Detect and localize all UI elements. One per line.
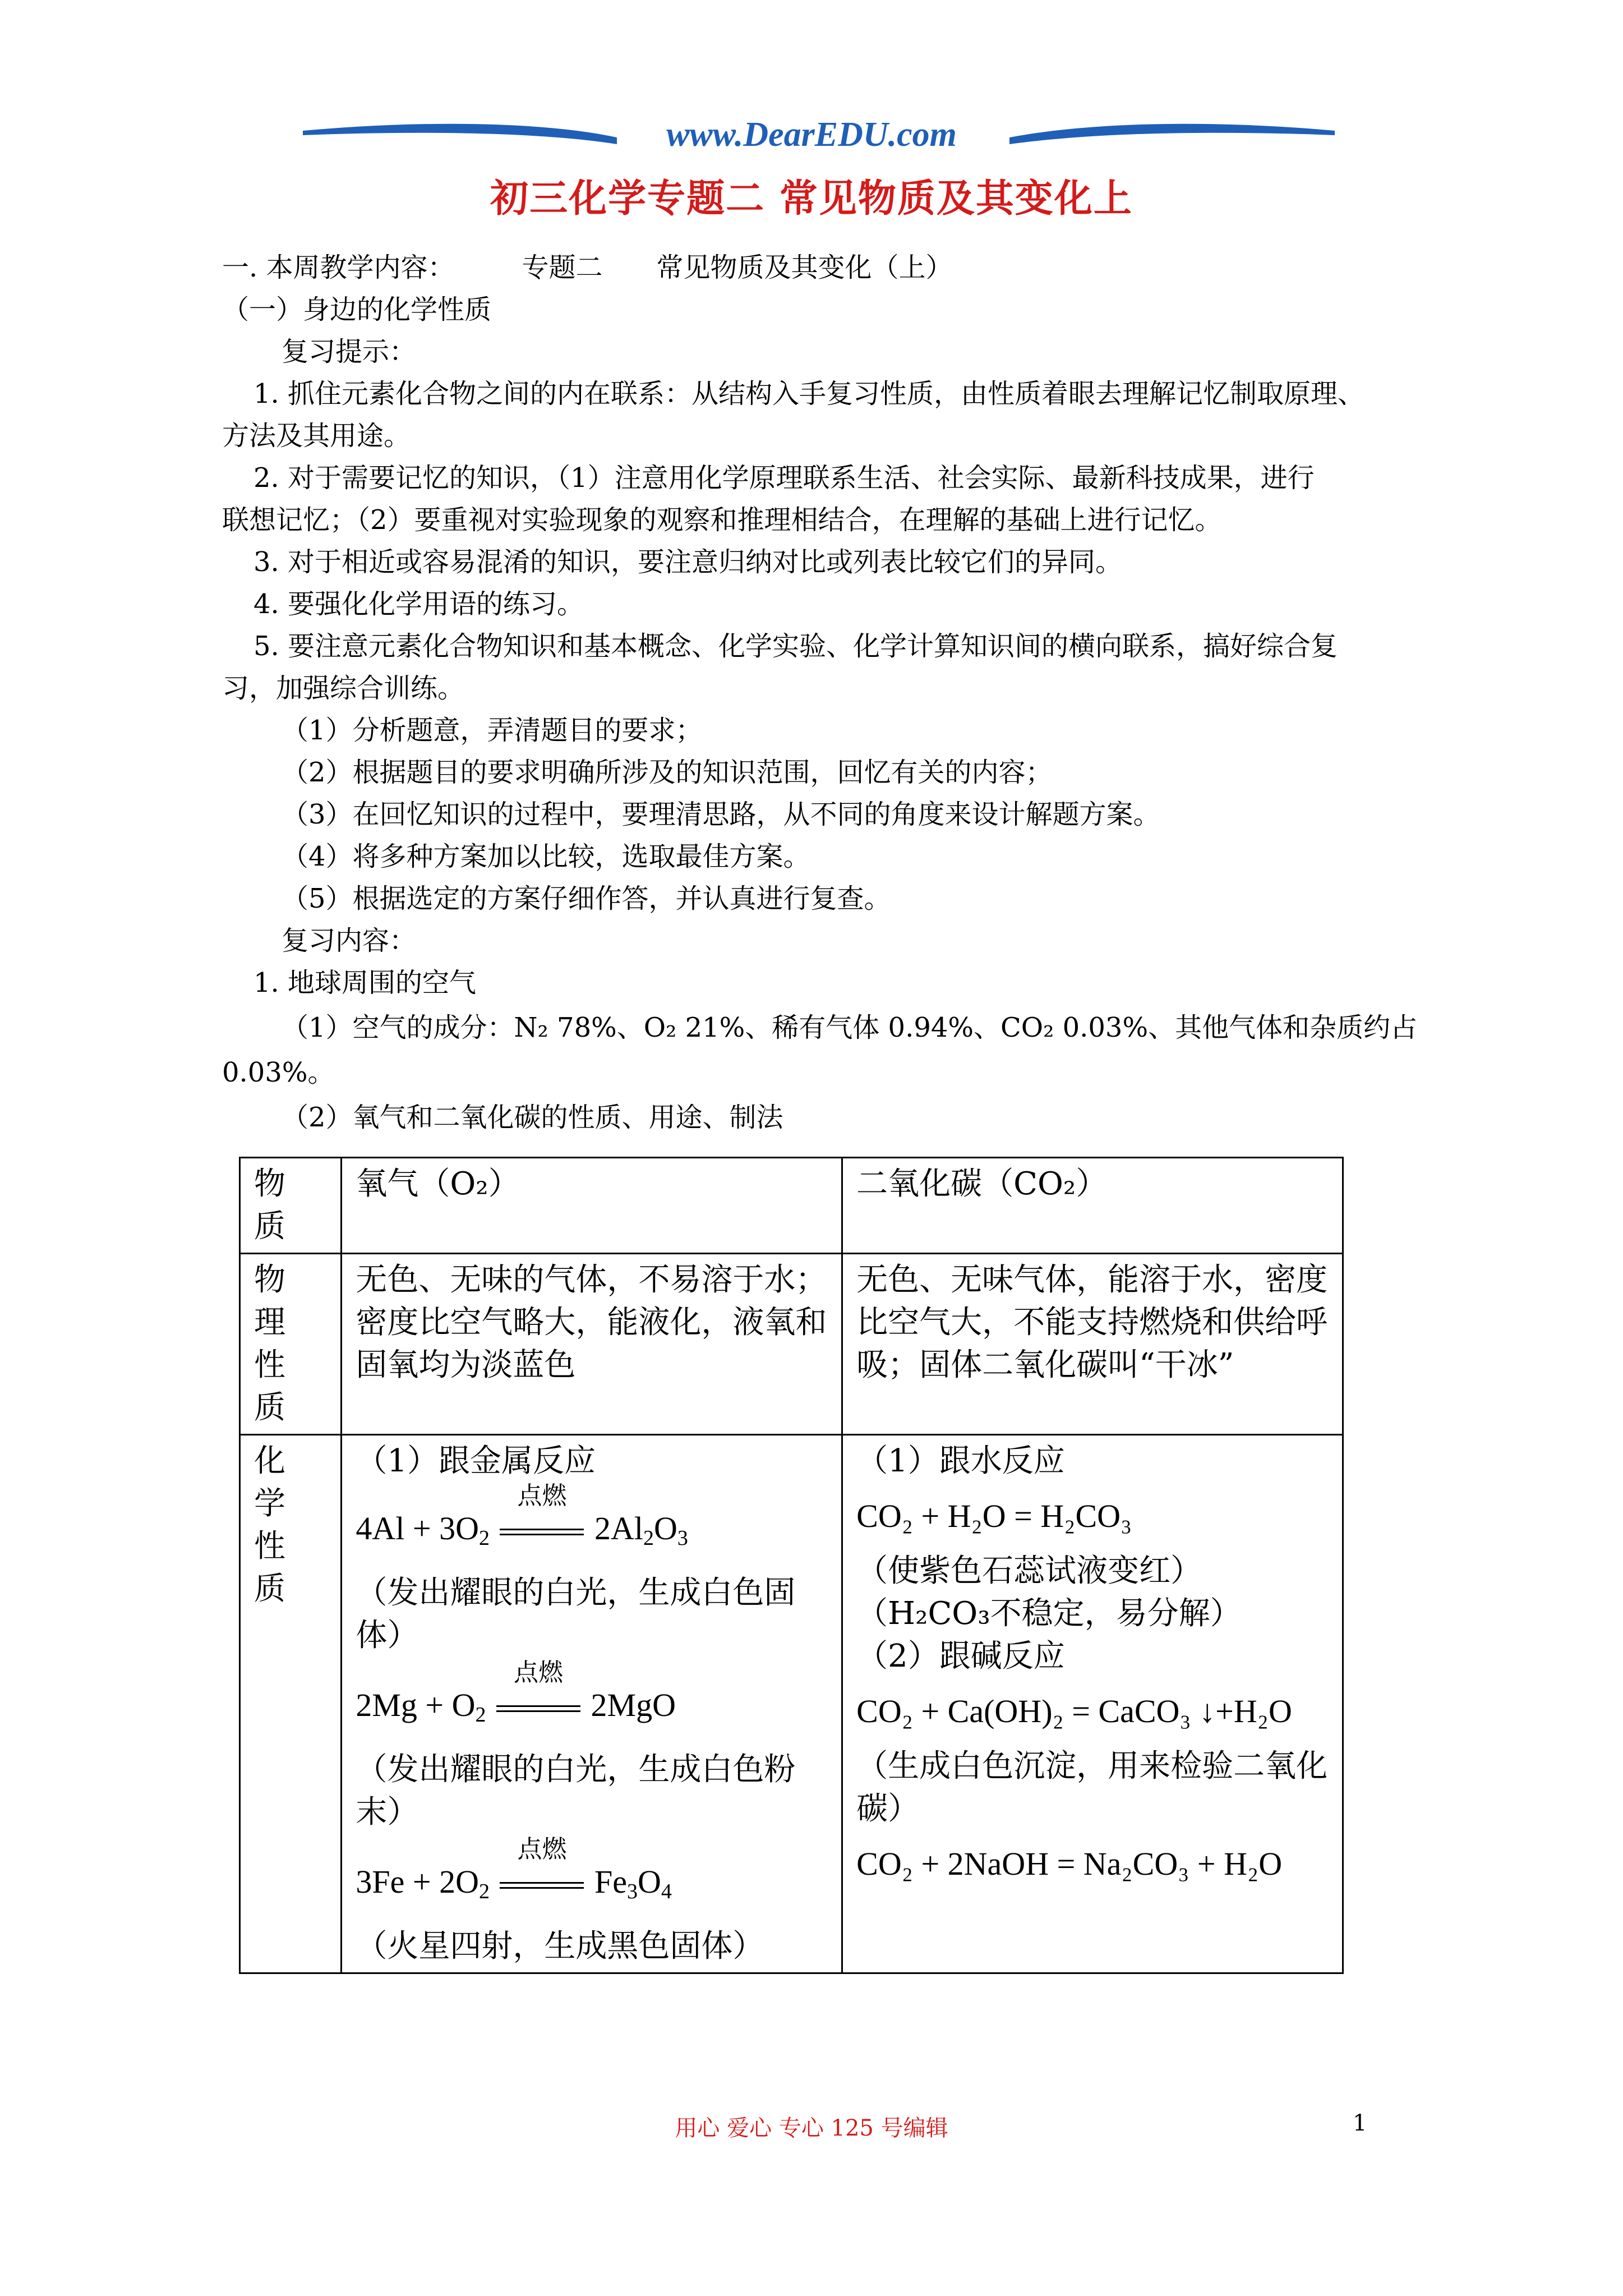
text-line-20: 0.03%。	[222, 1057, 335, 1088]
text-line-9: 4. 要强化化学用语的练习。	[253, 588, 584, 620]
text-line-5: 方法及其用途。	[222, 420, 411, 452]
text-line-2: （一）身边的化学性质	[222, 294, 492, 325]
cell-oxygen-chemical	[342, 1435, 842, 1973]
text-line-7: 联想记忆；（2）要重视对实验现象的观察和推理相结合，在理解的基础上进行记忆。	[222, 504, 1222, 536]
cell-co2-physical: 无色、无味气体，能溶于水，密度比空气大，不能支持燃烧和供给呼吸；固体二氧化碳叫“干冰”	[842, 1254, 1343, 1435]
row-header: 物理性质	[240, 1254, 342, 1435]
properties-table	[239, 1157, 1344, 1974]
text-line-14: （3）在回忆知识的过程中，要理清思路，从不同的角度来设计解题方案。	[282, 799, 1160, 830]
equation-fe: $3Fe + 2O_2$ 点燃 $Fe_3O_4$	[356, 1835, 672, 1903]
cell-co2-name: 二氧化碳（CO₂）	[842, 1158, 1343, 1254]
row-header: 化学性质	[240, 1435, 342, 1973]
text-line-16: （5）根据选定的方案仔细作答，并认真进行复查。	[282, 883, 891, 914]
text-line-1: 一. 本周教学内容： 专题二 常见物质及其变化（上）	[222, 252, 953, 283]
text-line-17: 复习内容：	[282, 925, 417, 956]
text-line-15: （4）将多种方案加以比较，选取最佳方案。	[282, 841, 810, 872]
cell-oxygen-physical: 无色、无味的气体，不易溶于水；密度比空气略大，能液化，液氧和固氧均为淡蓝色	[342, 1254, 842, 1435]
cell-oxygen-name: 氧气（O₂）	[342, 1158, 842, 1254]
table-row	[240, 1158, 1343, 1254]
text-line-19: （1）空气的成分：N₂ 78%、O₂ 21%、稀有气体 0.94%、CO₂ 0.03%、其他气体和杂质约占	[282, 1012, 1418, 1043]
equation-co2-water: CO₂ + H₂O = H₂CO₃	[856, 1498, 1132, 1534]
equation-mg: $2Mg + O_2$ 点燃 2MgO	[356, 1658, 676, 1727]
reaction-title: （1）跟水反应	[856, 1443, 1065, 1479]
reaction-note: （生成白色沉淀，用来检验二氧化碳）	[856, 1748, 1328, 1827]
reaction-note: （使紫色石蕊试液变红）	[856, 1553, 1202, 1589]
site-logo-text[interactable]: www.DearEDU.com	[666, 116, 957, 154]
text-line-4: 1. 抓住元素化合物之间的内在联系：从结构入手复习性质，由性质着眼去理解记忆制取原理、	[253, 378, 1365, 409]
text-line-13: （2）根据题目的要求明确所涉及的知识范围，回忆有关的内容；	[282, 757, 1053, 788]
text-line-6: 2. 对于需要记忆的知识，（1）注意用化学原理联系生活、社会实际、最新科技成果，进行	[253, 462, 1315, 494]
row-header: 物质	[240, 1158, 342, 1254]
table-row	[240, 1435, 1343, 1973]
text-line-8: 3. 对于相近或容易混淆的知识，要注意归纳对比或列表比较它们的异同。	[253, 546, 1123, 578]
equation-co2-limewater: CO₂ + Ca(OH)₂ = CaCO₃ ↓+H₂O	[856, 1693, 1292, 1729]
page-number: 1	[1353, 2110, 1367, 2136]
reaction-note: （H₂CO₃不稳定，易分解）	[856, 1595, 1242, 1632]
text-line-21: （2）氧气和二氧化碳的性质、用途、制法	[282, 1102, 783, 1133]
text-line-18: 1. 地球周围的空气	[253, 967, 477, 999]
text-line-3: 复习提示：	[282, 336, 417, 367]
reaction-title: （1）跟金属反应	[356, 1443, 596, 1479]
text-line-12: （1）分析题意，弄清题目的要求；	[282, 715, 703, 746]
reaction-note: （火星四射，生成黑色固体）	[356, 1928, 764, 1964]
cell-co2-chemical	[842, 1435, 1343, 1973]
equation-al: $4Al + 3O_2$ 点燃 $2Al_2O_3$	[356, 1481, 688, 1550]
text-line-10: 5. 要注意元素化合物知识和基本概念、化学实验、化学计算知识间的横向联系，搞好综合复	[253, 631, 1338, 662]
page-title: 初三化学专题二 常见物质及其变化上	[490, 176, 1133, 221]
reaction-note: （发出耀眼的白光，生成白色粉末）	[356, 1751, 796, 1830]
equation-co2-naoh: CO₂ + 2NaOH = Na₂CO₃ + H₂O	[856, 1846, 1283, 1882]
footer-text: 用心 爱心 专心 125 号编辑	[675, 2115, 948, 2141]
reaction-title: （2）跟碱反应	[856, 1638, 1065, 1674]
text-line-11: 习，加强综合训练。	[222, 673, 465, 704]
table-row	[240, 1254, 1343, 1435]
reaction-note: （发出耀眼的白光，生成白色固体）	[356, 1575, 796, 1654]
